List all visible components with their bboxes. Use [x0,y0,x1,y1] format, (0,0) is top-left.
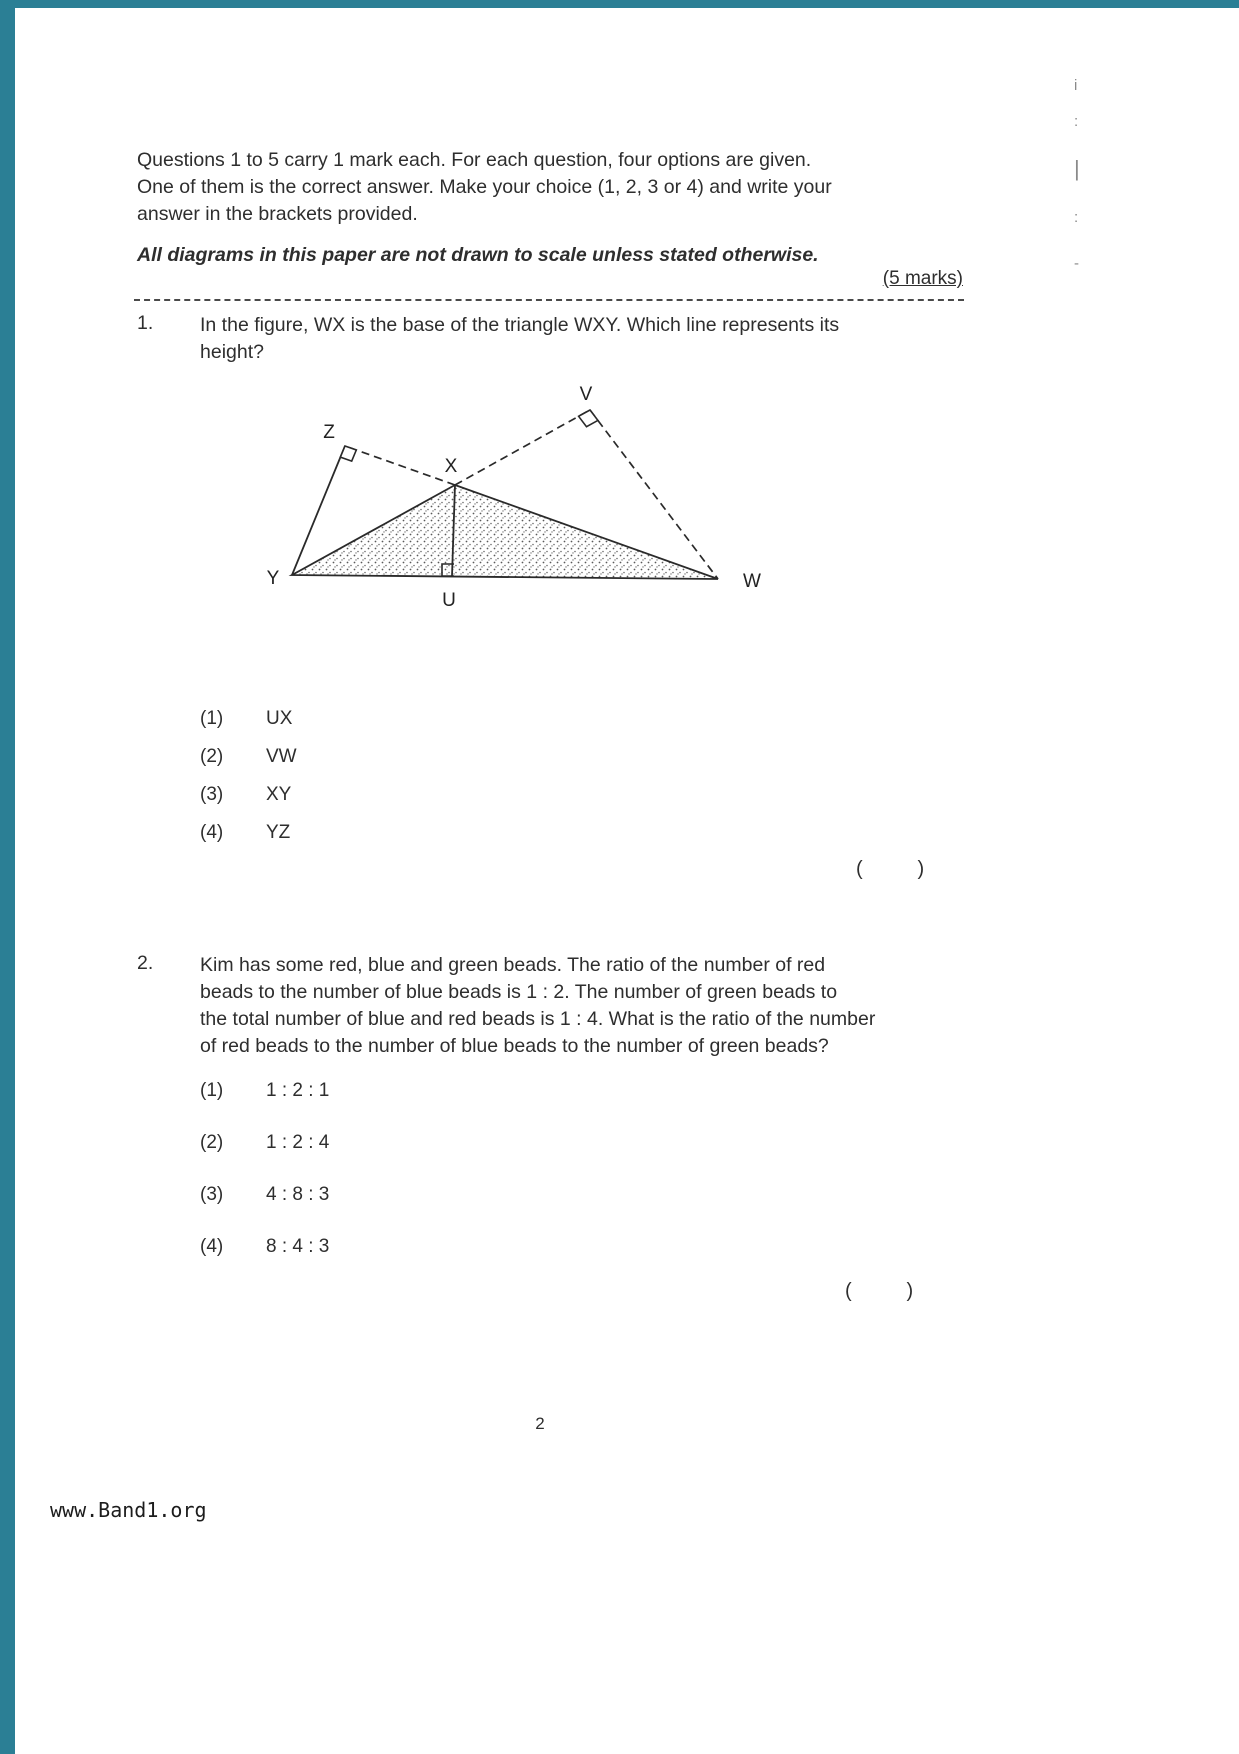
scan-artifact: - [1074,255,1079,272]
question-2-text-line: beads to the number of blue beads is 1 : 2. The number of green beads to [200,981,838,1003]
figure-label-y: Y [266,568,280,589]
q1-option-2-number: (2) [200,746,224,767]
figure-label-w: W [743,571,761,592]
q2-option-2-number: (2) [200,1132,224,1153]
scan-artifact: i [1074,77,1078,94]
figure-label-z: Z [323,422,335,443]
q1-option-3-number: (3) [200,784,224,805]
scan-edge-top [0,0,1239,8]
question-1-text-line: In the figure, WX is the base of the triangle WXY. Which line represents its [200,314,840,336]
question-2-text [200,952,875,1060]
question-2-number: 2. [137,952,154,974]
instructions-line: One of them is the correct answer. Make your choice (1, 2, 3 or 4) and write your [137,176,832,198]
scan-artifact: : [1074,209,1079,226]
q2-option-4-number: (4) [200,1236,224,1257]
instructions-line: Questions 1 to 5 carry 1 mark each. For each question, four options are given. [137,149,812,171]
q1-answer-bracket: ( ) [856,858,927,880]
figure-label-v: V [579,384,593,405]
diagram-note: All diagrams in this paper are not drawn to scale unless stated otherwise. [137,244,819,266]
figure-label-x: X [444,456,458,477]
scan-artifact: | [1074,156,1080,181]
q1-option-4-label: YZ [266,822,291,843]
q1-option-1-label: UX [266,708,293,729]
question-1-number: 1. [137,312,154,334]
q2-option-3-number: (3) [200,1184,224,1205]
instructions-paragraph [137,147,832,228]
question-2-text-line: the total number of blue and red beads is 1 : 4. What is the ratio of the number [200,1008,876,1030]
line-xz-dashed [345,446,455,485]
marks-line [137,268,963,290]
q2-option-3-label: 4 : 8 : 3 [266,1184,330,1205]
q1-option-1-number: (1) [200,708,224,729]
q2-option-2-label: 1 : 2 : 4 [266,1132,330,1153]
shaded-triangle-xyw [292,485,718,579]
scan-artifact: : [1074,113,1079,130]
page-number: 2 [535,1414,545,1433]
watermark: www.Band1.org [50,1498,207,1522]
q2-answer-bracket: ( ) [845,1280,916,1302]
question-2-text-line: of red beads to the number of blue beads to the number of green beads? [200,1035,829,1057]
triangle-figure [255,358,785,630]
q1-option-3-label: XY [266,784,292,805]
q1-option-2-label: VW [266,746,297,767]
q2-option-4-label: 8 : 4 : 3 [266,1236,330,1257]
question-1-text-line: height? [200,341,264,363]
figure-label-u: U [442,590,456,611]
line-xv-dashed [455,410,590,485]
scan-edge-left [0,0,15,1754]
q2-option-1-label: 1 : 2 : 1 [266,1080,330,1101]
question-2-text-line: Kim has some red, blue and green beads. The ratio of the number of red [200,954,826,976]
right-angle-marker-v [579,410,598,427]
q1-option-4-number: (4) [200,822,224,843]
marks-label: (5 marks) [882,268,963,289]
dashed-separator [134,299,964,301]
instructions-line: answer in the brackets provided. [137,203,418,225]
q2-option-1-number: (1) [200,1080,224,1101]
